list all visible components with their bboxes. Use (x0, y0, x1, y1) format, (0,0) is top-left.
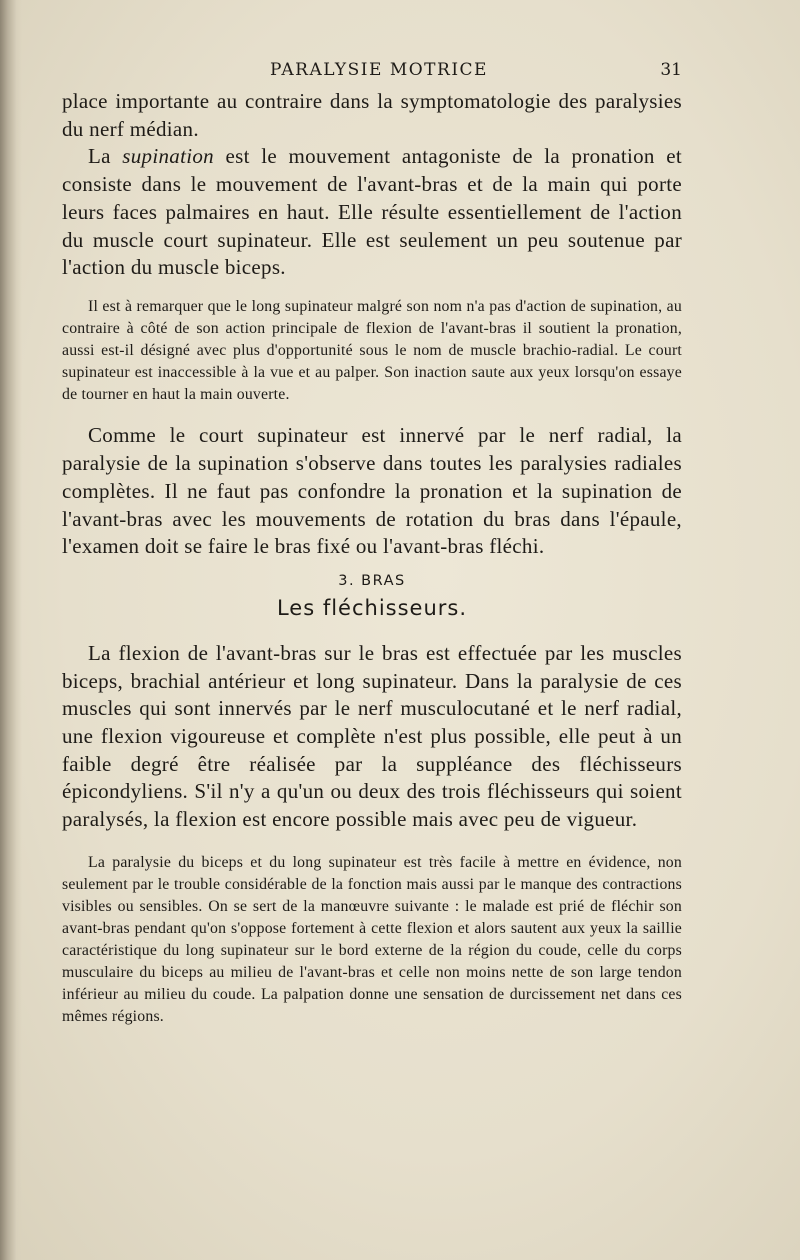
term-supination: supination (122, 144, 214, 169)
paragraph-continuation: place importante au contraire dans la symptomatologie des paralysies du nerf médian. (62, 89, 682, 141)
note-long-supinateur: Il est à remarquer que le long supinateur malgré son nom n'a pas d'action de supination, au contraire à côté de son action principale de flexion de l'avant-bras il soutient la pronation, aussi est-il désigné avec plus d'opportunité sous le nom de muscle brachio-radial. Le court supinateur est inaccessible à la vue et au palper. Son inaction saute aux yeux lorsqu'on essaye de tourner en haut la main ouverte. (62, 297, 682, 404)
page-number: 31 (660, 60, 682, 80)
section-title: Les fléchisseurs. (276, 595, 468, 620)
note-biceps-paralysis: La paralysie du biceps et du long supinateur est très facile à mettre en évidence, non seulement par le trouble considérable de la fonction mais aussi par le manque des contractions visibles ou sensibles. On se sert de la manœuvre suivante : le malade est prié de fléchir son avant-bras pendant qu'on s'oppose fortement à cette flexion et alors sautent aux yeux la saillie caractéristique du long supinateur sur le bord externe de la région du coude, celle du corps musculaire du biceps au milieu de l'avant-bras et celle non moins nette de son large tendon inférieur au milieu du coude. La palpation donne une sensation de durcissement net dans ces mêmes régions. (62, 853, 682, 1026)
paragraph-flexion: La flexion de l'avant-bras sur le bras est effectuée par les muscles biceps, brachial antérieur et long supinateur. Dans la paralysie de ces muscles qui sont innervés par le nerf musculocutané et le nerf radial, une flexion vigoureuse et complète n'est plus possible, elle peut à un faible degré être réalisée par la suppléance des fléchisseurs épicondyliens. S'il n'y a qu'un ou deux des trois fléchisseurs qui soient paralysés, la flexion est encore possible mais avec peu de vigueur. (62, 640, 682, 832)
paragraph-radial-paralysis: Comme le court supinateur est innervé par le nerf radial, la paralysie de la supination s'observe dans toutes les paralysies radiales complètes. Il ne faut pas confondre la pronation et la supination de l'avant-bras avec les mouvements de rotation du bras dans l'épaule, l'examen doit se faire le bras fixé ou l'avant-bras fléchi. (62, 423, 682, 559)
paragraph-supination (62, 143, 682, 282)
paragraph-supination-body: est le mouvement antagoniste de la pronation et consiste dans le mouvement de l'avant-bras et de la main qui porte leurs faces palmaires en haut. Elle résulte essentiellement de l'action du muscle court supinateur. Elle est seulement un peu soutenue par l'action du muscle biceps. (62, 144, 682, 280)
running-head (62, 48, 682, 88)
page-binding-shadow (0, 0, 22, 1260)
section-label: 3. BRAS (338, 572, 406, 589)
running-title: PARALYSIE MOTRICE (270, 60, 488, 80)
page-content (62, 48, 682, 1029)
paragraph-supination-lead: La (88, 144, 123, 169)
